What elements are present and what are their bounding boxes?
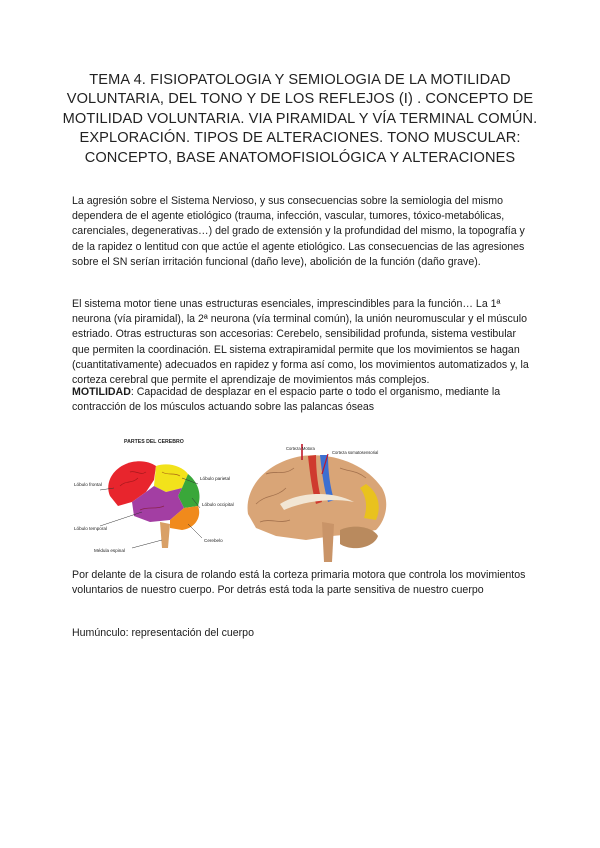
brainstem: [322, 522, 334, 562]
label-medula: Médula espinal: [94, 548, 125, 553]
brain-sagittal-diagram: [236, 444, 396, 566]
page-title: TEMA 4. FISIOPATOLOGIA Y SEMIOLOGIA DE LA MOTILIDAD VOLUNTARIA, DEL TONO Y DE LOS REFLEJOS (I) . CONCEPTO DE MOTILIDAD VOLUNTARIA. VIA PIRAMIDAL Y VÍA TERMINAL COMÚN. EXPLORACIÓN. TIPOS DE ALTERACIONES. TONO MUSCULAR: CONCEPTO, BASE ANATOMOFISIOLÓGICA Y ALTERACIONES: [62, 72, 538, 166]
brain-parts-diagram: [70, 436, 236, 558]
label-corteza-motora: Corteza Motora: [286, 446, 315, 451]
definition-motilidad: : Capacidad de desplazar en el espacio parte o todo el organismo, mediante la contracción de los músculos actuando sobre las palancas óseas: [72, 386, 501, 414]
label-occipital: Lóbulo occipital: [202, 502, 234, 507]
paragraph-cisura-rolando: Por delante de la cisura de rolando está la corteza primaria motora que controla los movimientos voluntarios de nuestro cuerpo. Por detrás está toda la parte sensitiva de nuestro cuerpo: [72, 569, 526, 597]
paragraph-motilidad: [72, 385, 532, 415]
term-motilidad: MOTILIDAD: [72, 386, 131, 398]
label-parietal: Lóbulo parietal: [200, 476, 231, 481]
paragraph-sistema-motor: El sistema motor tiene unas estructuras esenciales, imprescindibles para la función… La 1ª neurona (vía piramidal), la 2ª neurona (vía terminal común), la unión neuromuscular y el músculo estriado. Otras estructuras son accesorias: Cerebelo, sensibilidad profunda, sistema vestibular que permiten la coordinación. EL sistema extrapiramidal permite que los movimientos se hagan (cuantitativamente) adecuados en rapidez y forma así como, los movimientos automatizados y, la corteza cerebral que permite el aprendizaje de movimientos más complejos.: [72, 298, 529, 387]
paragraph-agresion: La agresión sobre el Sistema Nervioso, y sus consecuencias sobre la semiologia del mismo dependera de el agente etiológico (trauma, infección, vascular, tumores, tóxico-metabólicas, carenciales, degenerativas…) del grado de extensión y la profundidad del mismo, la topografía y de la rapidez o lentitud con que actúe el agente etiológico. Las consecuencias de las agresiones sobre el SN serían irritación funcional (daño leve), abolición de la función (daño grave).: [72, 195, 525, 268]
label-frontal: Lóbulo frontal: [74, 482, 102, 487]
figure-heading: PARTES DEL CEREBRO: [124, 439, 184, 445]
label-corteza-somatosensorial: Corteza somatosensorial: [332, 450, 379, 455]
label-temporal: Lóbulo temporal: [74, 526, 107, 531]
figure-brain-sagittal: [236, 444, 396, 566]
paragraph-humunculo: Humúnculo: representación del cuerpo: [72, 627, 254, 639]
label-cerebelo: Cerebelo: [204, 538, 223, 543]
figure-brain-parts: [70, 436, 236, 558]
medula-espinal: [160, 522, 170, 548]
